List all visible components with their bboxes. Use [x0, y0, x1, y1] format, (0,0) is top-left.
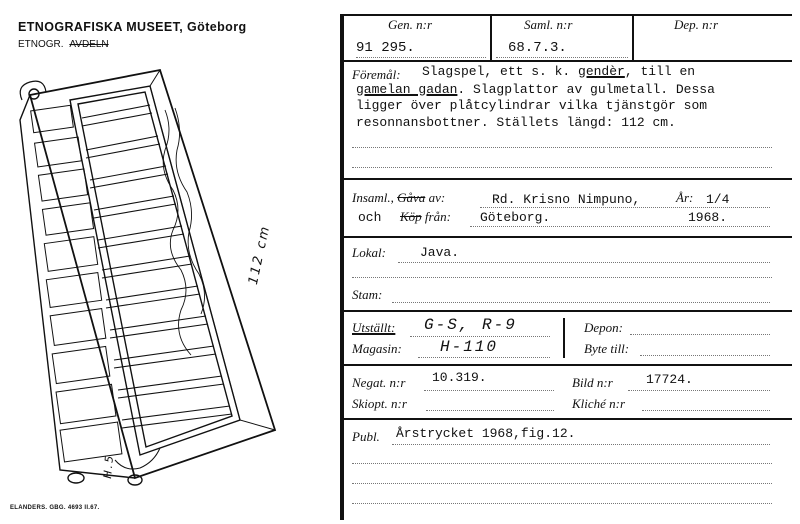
bild-dotline — [628, 390, 770, 391]
foremal-rule — [340, 178, 792, 180]
foremal-term-gender: gendèr — [578, 64, 625, 79]
negat-rule — [340, 418, 792, 420]
kop-label — [400, 209, 451, 225]
length-annotation: 112 cm — [246, 223, 274, 287]
kliche-dotline — [642, 410, 770, 411]
publ-value: Årstrycket 1968,fig.12. — [396, 426, 576, 441]
reference-annotation: H.5 — [101, 453, 117, 480]
gen-number-label: Gen. n:r — [388, 17, 433, 32]
och-text: och — [358, 210, 382, 225]
header-rule — [340, 60, 792, 62]
card-left-border — [340, 14, 344, 520]
foremal-term-gamelan: gamelan gadan — [356, 82, 458, 97]
header-divider-1 — [490, 14, 492, 60]
department-prefix: ETNOGR. — [18, 39, 64, 50]
byte-label: Byte till: — [584, 341, 630, 356]
magasin-dotline — [418, 357, 550, 358]
lokal-dotline-2 — [352, 277, 772, 278]
foremal-line-3: ligger över plåtcylindrar vilka tjänstgör som — [356, 98, 708, 113]
ar-label: År: — [676, 190, 694, 205]
insaml-label — [352, 190, 445, 206]
utstallt-dotline — [410, 336, 550, 337]
skiopt-label: Skiopt. n:r — [352, 396, 407, 411]
foremal-line-4: resonnansbottner. Ställets längd: 112 cm. — [356, 115, 676, 130]
ar-value: 1/4 — [706, 192, 730, 207]
insaml-value: Rd. Krisno Nimpuno, — [492, 192, 641, 207]
gen-number-value: 91 295. — [356, 40, 415, 56]
kliche-label: Kliché n:r — [572, 396, 626, 411]
kop-label-fran: från: — [424, 209, 451, 224]
foremal-dotline-1 — [352, 147, 772, 148]
saml-number-label: Saml. n:r — [524, 17, 573, 32]
kop-year: 1968. — [688, 210, 728, 225]
foremal-line-2-tail: . Slagplattor av gulmetall. Dessa — [457, 82, 715, 97]
insaml-label-text: Insaml., — [352, 190, 394, 205]
bild-value: 17724. — [646, 372, 693, 387]
foremal-line-2 — [356, 82, 715, 97]
byte-dotline — [640, 355, 770, 356]
foremal-line-1-tail: , till en — [624, 64, 696, 79]
publ-dotline-3 — [352, 483, 772, 484]
gender-instrument-drawing — [0, 60, 330, 500]
publ-label: Publ. — [352, 429, 380, 444]
publ-dotline-4 — [352, 503, 772, 504]
foremal-dotline-2 — [352, 167, 772, 168]
insaml-rule — [340, 236, 792, 238]
insaml-label-struck: Gåva — [397, 190, 426, 205]
saml-number-value: 68.7.3. — [508, 40, 567, 56]
insaml-label-av: av: — [428, 190, 446, 205]
publ-dotline-2 — [352, 463, 772, 464]
kop-dotline — [470, 226, 770, 227]
gen-dotline — [356, 57, 486, 58]
negat-label: Negat. n:r — [352, 375, 406, 390]
saml-dotline — [496, 57, 628, 58]
bild-label: Bild n:r — [572, 375, 613, 390]
lokal-label: Lokal: — [352, 245, 386, 260]
department-struck: AVDELN — [69, 39, 109, 50]
foremal-label: Föremål: — [352, 67, 401, 82]
magasin-label: Magasin: — [352, 341, 402, 356]
negat-dotline — [424, 390, 554, 391]
lokal-dotline — [398, 262, 770, 263]
utstallt-label: Utställt: — [352, 320, 396, 335]
insaml-dotline — [480, 207, 770, 208]
publ-dotline-1 — [392, 444, 770, 445]
magasin-value: H-110 — [440, 338, 499, 356]
lokal-value: Java. — [420, 245, 460, 260]
kop-label-struck: Köp — [400, 209, 422, 224]
stam-rule — [340, 310, 792, 312]
utstallt-rule — [340, 364, 792, 366]
stam-dotline — [392, 302, 770, 303]
stam-label: Stam: — [352, 287, 383, 302]
kop-value: Göteborg. — [480, 210, 551, 225]
header-divider-2 — [632, 14, 634, 60]
depon-label: Depon: — [584, 320, 623, 335]
depon-divider — [563, 318, 565, 358]
museum-header: ETNOGRAFISKA MUSEET, Göteborg — [18, 20, 247, 34]
dep-number-label: Dep. n:r — [674, 17, 719, 32]
negat-value: 10.319. — [432, 370, 487, 385]
depon-dotline — [630, 334, 770, 335]
skiopt-dotline — [426, 410, 554, 411]
foremal-line-1-text: Slagspel, ett s. k. — [422, 64, 579, 79]
utstallt-value: G-S, R-9 — [424, 316, 517, 334]
department-line — [18, 39, 109, 50]
foremal-line-1 — [422, 64, 695, 79]
printer-imprint: ELANDERS. GBG. 4693 II.67. — [10, 505, 100, 511]
card-top-border — [340, 14, 792, 16]
